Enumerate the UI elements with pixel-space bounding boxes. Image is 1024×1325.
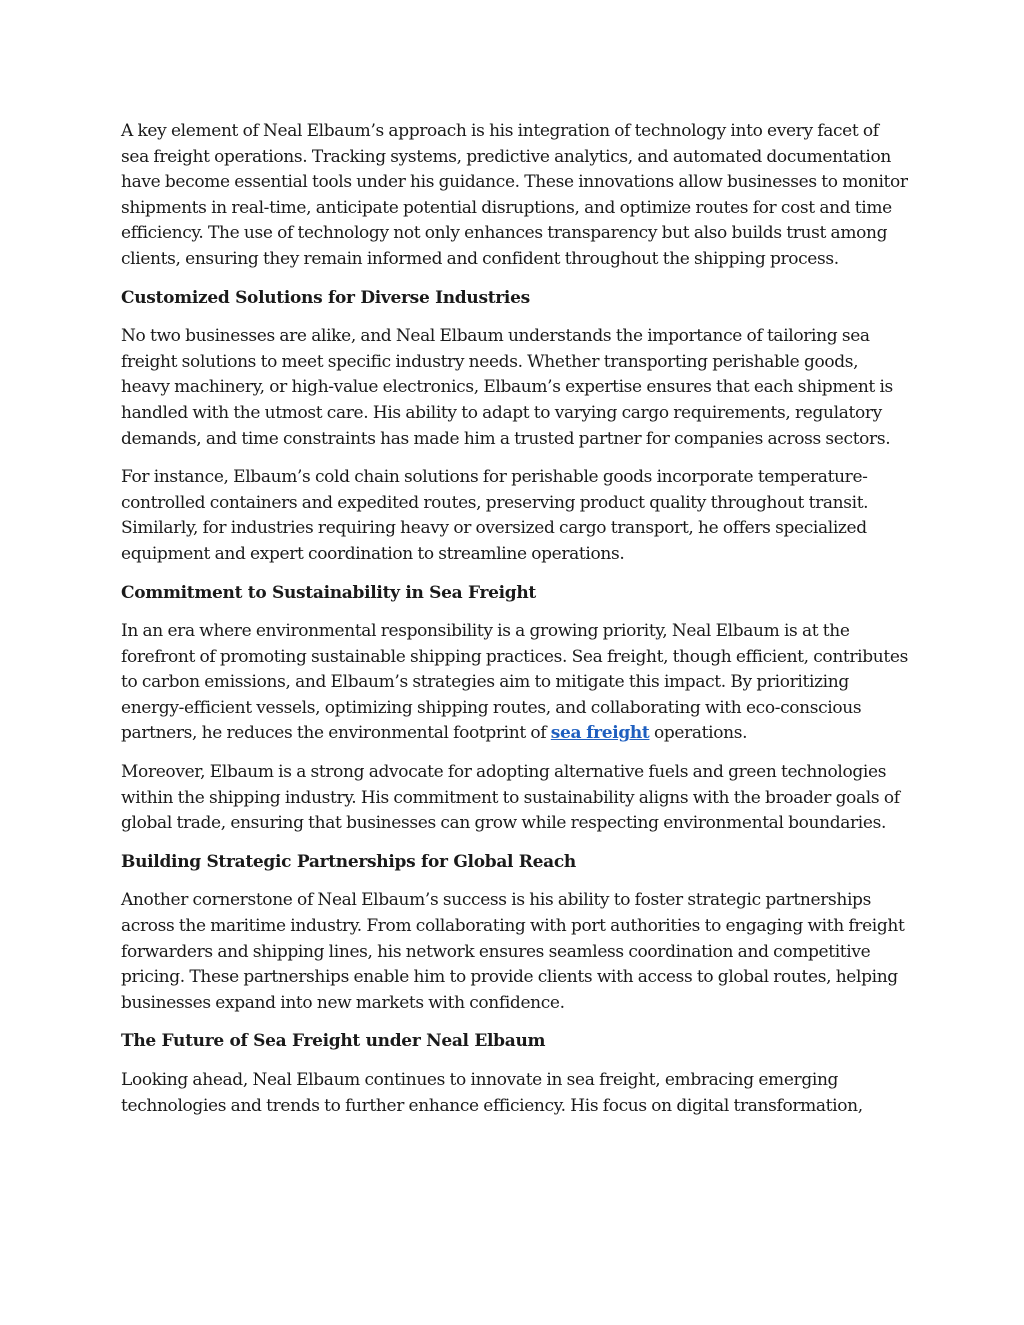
paragraph-text-before-link: In an era where environmental responsibility is a growing priority, Neal Elbaum is at the forefront of promoting sustainable shipping practices. Sea freight, though efficient, contributes to carbon emissions, and Elbaum’s strategies aim to mitigate this impact. By prioritizing energy-efficient vessels, optimizing shipping routes, and collaborating with eco-conscious partners, he reduces the environmental footprint of (121, 621, 908, 744)
paragraph-alternative-fuels: Moreover, Elbaum is a strong advocate for adopting alternative fuels and green technologies within the shipping industry. His commitment to sustainability aligns with the broader goals of global trade, ensuring that businesses can grow while respecting environmental boundaries. (121, 762, 900, 834)
paragraph-partnerships: Another cornerstone of Neal Elbaum’s success is his ability to foster strategic partnerships across the maritime industry. From collaborating with port authorities to engaging with freight forwarders and shipping lines, his network ensures seamless coordination and competitive pricing. These partnerships enable him to provide clients with access to global routes, helping businesses expand into new markets with confidence. (121, 890, 905, 1013)
paragraph-sustainable-practices (121, 619, 911, 747)
paragraph-looking-ahead: Looking ahead, Neal Elbaum continues to innovate in sea freight, embracing emerging technologies and trends to further enhance efficiency. His focus on digital transformation, (121, 1070, 863, 1116)
sea-freight-link[interactable]: sea freight (550, 723, 650, 744)
heading-customized-solutions: Customized Solutions for Diverse Industries (121, 287, 530, 308)
paragraph-tailored-solutions: No two businesses are alike, and Neal Elbaum understands the importance of tailoring sea freight solutions to meet specific industry needs. Whether transporting perishable goods, heavy machinery, or high-value electronics, Elbaum’s expertise ensures that each shipment is handled with the utmost care. His ability to adapt to varying cargo requirements, regulatory demands, and time constraints has made him a trusted partner for companies across sectors. (121, 326, 893, 449)
document-page (121, 119, 911, 1132)
heading-strategic-partnerships: Building Strategic Partnerships for Global Reach (121, 851, 576, 872)
paragraph-technology-integration: A key element of Neal Elbaum’s approach is his integration of technology into every facet of sea freight operations. Tracking systems, predictive analytics, and automated documentation have become essential tools under his guidance. These innovations allow businesses to monitor shipments in real-time, anticipate potential disruptions, and optimize routes for cost and time efficiency. The use of technology not only enhances transparency but also builds trust among clients, ensuring they remain informed and confident throughout the shipping process. (121, 121, 908, 269)
heading-future: The Future of Sea Freight under Neal Elbaum (121, 1031, 546, 1052)
heading-sustainability: Commitment to Sustainability in Sea Freight (121, 582, 536, 603)
paragraph-cold-chain: For instance, Elbaum’s cold chain solutions for perishable goods incorporate temperature-controlled containers and expedited routes, preserving product quality throughout transit. Similarly, for industries requiring heavy or oversized cargo transport, he offers specialized equipment and expert coordination to streamline operations. (121, 467, 869, 564)
paragraph-text-after-link: operations. (649, 723, 748, 744)
